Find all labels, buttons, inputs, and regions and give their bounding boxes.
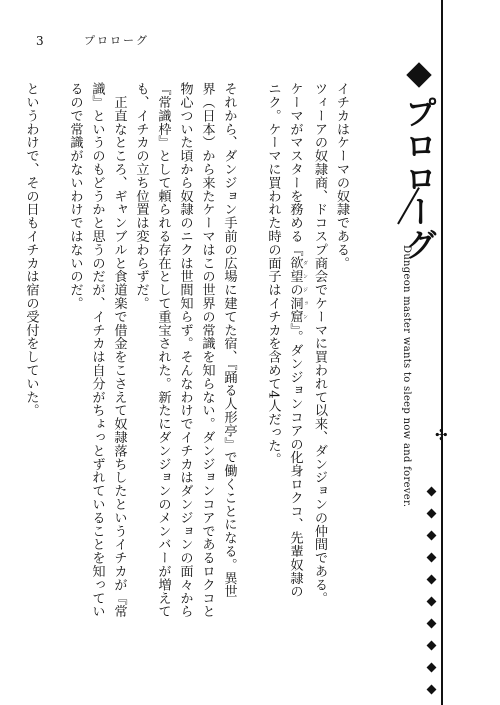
deco-diamond-icon: [427, 553, 437, 563]
body-text: [20, 82, 353, 687]
text-line: 界（日本）から来たケーマはこの世界の常識を知らない。ダンジョンコアであるロクコと: [199, 82, 215, 618]
deco-diamond-icon: [427, 487, 437, 497]
text-line: というわけで、その日もイチカは宿の受付をしていた。: [23, 82, 39, 417]
text-line: 正直なところ、ギャンブルと食道楽で借金をこさえて奴隷落ちしたというイチカが『常: [111, 82, 127, 618]
ornament-icon: ✣: [435, 426, 448, 444]
text-line: 『常識枠』として頼られる存在として重宝された。新たにダンジョンのメンバーが増えて: [155, 82, 171, 618]
series-tagline: Dungeon master wants to sleep now and forever.: [401, 245, 412, 508]
deco-diamond-icon: [427, 509, 437, 519]
deco-diamond-icon: [427, 663, 437, 673]
title-diamond-icon: [406, 62, 431, 87]
text-line: ケーマがマスターを務める『欲望の洞窟 ダンジョン』。ダンジョンコアの化身ロクコ、先輩奴隷の: [287, 82, 308, 599]
text-line: も、イチカの立ち位置は変わらずだ。: [133, 82, 149, 310]
text-line: ニク。ケーマに買われた時の面子はイチカを含めて4人だった。: [265, 82, 281, 466]
deco-diamond-icon: [427, 531, 437, 541]
deco-diamond-icon: [427, 597, 437, 607]
ruby-annotation: 欲望の洞窟 ダンジョン: [287, 256, 308, 324]
text-line: るので常識がないわけではないのだ。: [67, 82, 83, 310]
text-line: イチカはケーマの奴隷である。: [334, 82, 349, 270]
side-rule: [441, 0, 443, 705]
chapter-title: プロローグ: [400, 96, 438, 261]
text-line: ツィーアの奴隷商、ドコスプ商会でケーマに買われて以来、ダンジョンの仲間である。: [312, 82, 327, 605]
text-line: それから、ダンジョン手前の広場に建てた宿、『踊る人形亭』で働くことになる。異世: [221, 82, 237, 598]
text-line: 物心ついた頃から奴隷のニクは世間知らず。そんなわけでイチカはダンジョンの面々から: [177, 82, 193, 618]
text-line: 識』というのもどうかと思うのだが、イチカは自分がちょっとずれていることを知ってい: [89, 82, 105, 618]
deco-diamond-icon: [427, 641, 437, 651]
deco-diamond-icon: [427, 575, 437, 585]
running-head: プロローグ: [84, 34, 149, 47]
deco-diamond-icon: [427, 685, 437, 695]
page-number: 3: [36, 34, 44, 48]
deco-diamond-icon: [427, 619, 437, 629]
